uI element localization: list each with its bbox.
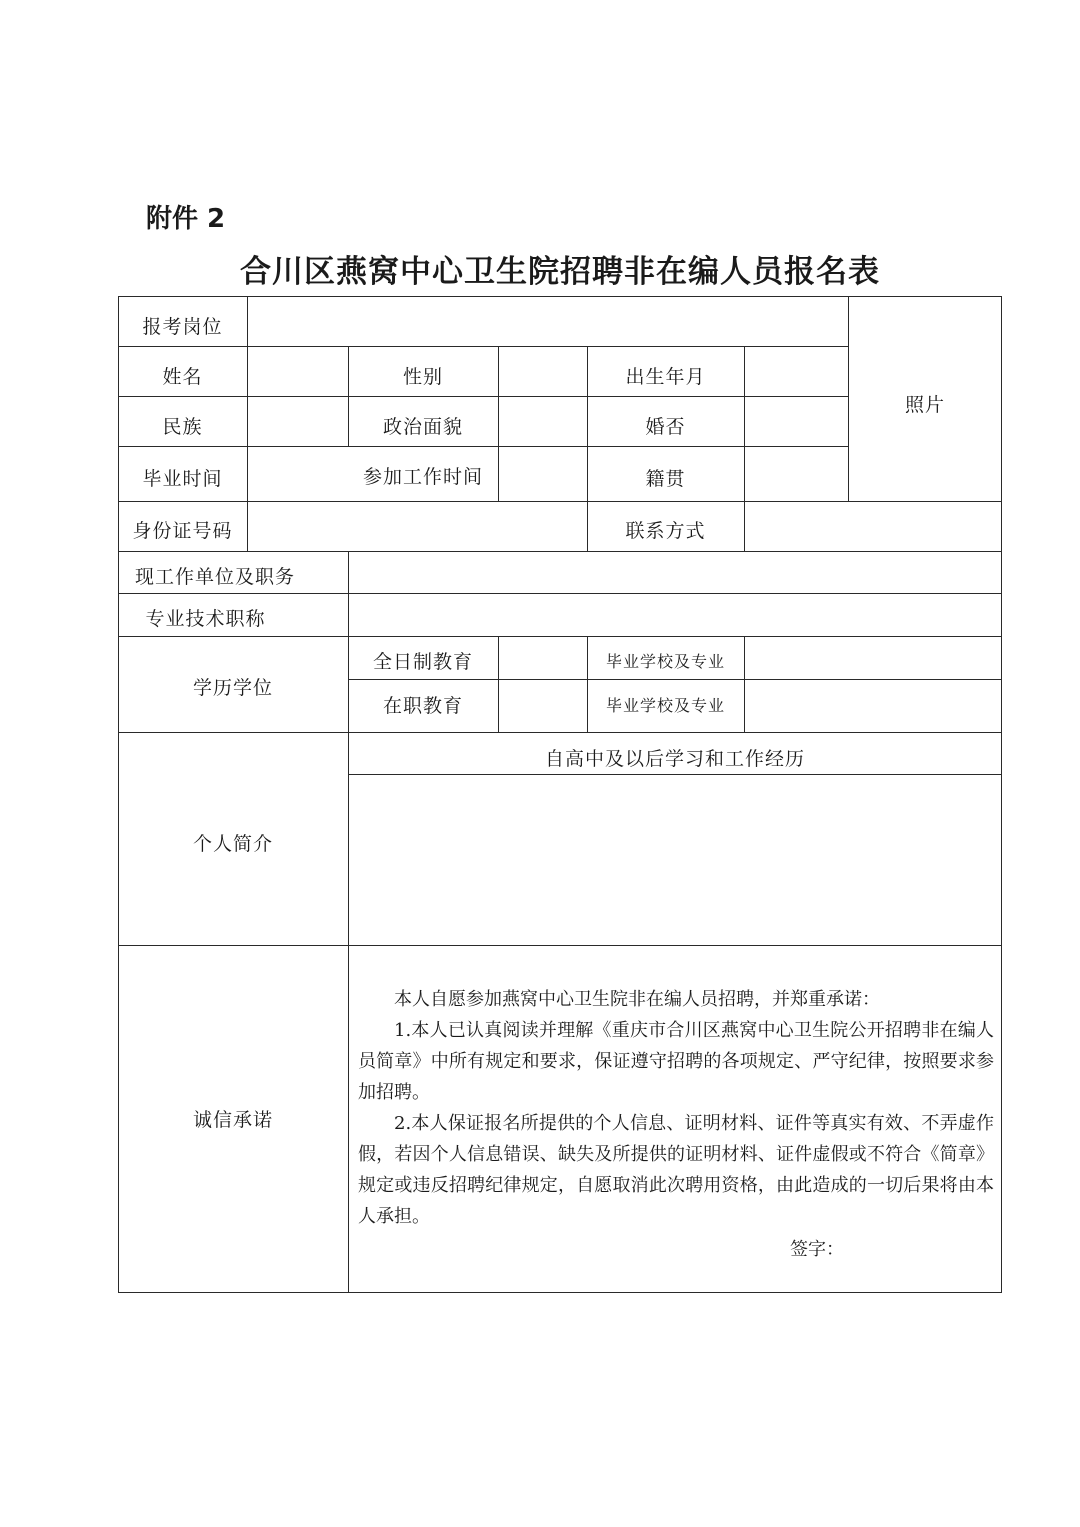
pledge-item-1: 1.本人已认真阅读并理解《重庆市合川区燕窝中心卫生院公开招聘非在编人员简章》中所有规定和要求，保证遵守招聘的各项规定、严守纪律，按照要求参加招聘。	[358, 1020, 994, 1103]
id-number-field[interactable]	[248, 502, 587, 551]
label-work-start-time: 参加工作时间	[362, 465, 483, 488]
label-integrity: 诚信承诺	[192, 1108, 273, 1131]
graduation-time-field[interactable]	[248, 447, 348, 501]
fulltime-education-field[interactable]	[499, 637, 587, 679]
label-gender: 性别	[402, 365, 443, 388]
name-field[interactable]	[248, 347, 348, 396]
label-political-status: 政治面貌	[382, 415, 463, 438]
parttime-school-major-field[interactable]	[745, 680, 1001, 732]
label-parttime-school-major: 毕业学校及专业	[605, 695, 725, 715]
ethnicity-field[interactable]	[248, 397, 348, 446]
registration-form	[118, 296, 1002, 1293]
native-place-field[interactable]	[745, 447, 848, 501]
label-id-number: 身份证号码	[132, 519, 233, 542]
label-current-employer: 现工作单位及职务	[134, 565, 295, 588]
label-fulltime-education: 全日制教育	[372, 650, 473, 673]
label-profile: 个人简介	[192, 832, 273, 855]
label-position: 报考岗位	[142, 315, 223, 338]
signature-label[interactable]: 签字：	[790, 1239, 844, 1260]
label-birth: 出生年月	[625, 365, 706, 388]
pledge-intro: 本人自愿参加燕窝中心卫生院非在编人员招聘，并郑重承诺：	[394, 989, 880, 1010]
label-name: 姓名	[162, 365, 203, 388]
label-graduation-time: 毕业时间	[142, 467, 223, 490]
label-parttime-education: 在职教育	[382, 694, 463, 717]
attachment-label: 附件 2	[146, 204, 226, 234]
label-native-place: 籍贯	[645, 467, 686, 490]
form-title: 合川区燕窝中心卫生院招聘非在编人员报名表	[240, 254, 880, 290]
marital-status-field[interactable]	[745, 397, 848, 446]
label-fulltime-school-major: 毕业学校及专业	[605, 651, 725, 671]
fulltime-school-major-field[interactable]	[745, 637, 1001, 679]
label-education: 学历学位	[192, 676, 273, 699]
label-ethnicity: 民族	[162, 415, 203, 438]
pledge-item-2: 2.本人保证报名所提供的个人信息、证明材料、证件等真实有效、不弄虚作假，若因个人信息错误、缺失及所提供的证明材料、证件虚假或不符合《简章》规定或违反招聘纪律规定，自愿取消此次聘用资格，由此造成的一切后果将由本人承担。	[358, 1113, 994, 1227]
gender-field[interactable]	[499, 347, 587, 396]
professional-title-field[interactable]	[349, 594, 1001, 636]
photo-area[interactable]: 照片	[904, 394, 945, 416]
parttime-education-field[interactable]	[499, 680, 587, 732]
political-status-field[interactable]	[499, 397, 587, 446]
history-field[interactable]	[349, 775, 1001, 945]
history-header: 自高中及以后学习和工作经历	[544, 747, 805, 770]
label-marital-status: 婚否	[645, 415, 686, 438]
label-professional-title: 专业技术职称	[145, 607, 266, 630]
birth-field[interactable]	[745, 347, 848, 396]
label-contact: 联系方式	[625, 519, 706, 542]
pledge-text	[358, 984, 994, 1265]
current-employer-field[interactable]	[349, 552, 1001, 593]
position-field[interactable]	[248, 297, 848, 346]
contact-field[interactable]	[745, 502, 1001, 551]
work-start-time-field[interactable]	[499, 447, 587, 501]
